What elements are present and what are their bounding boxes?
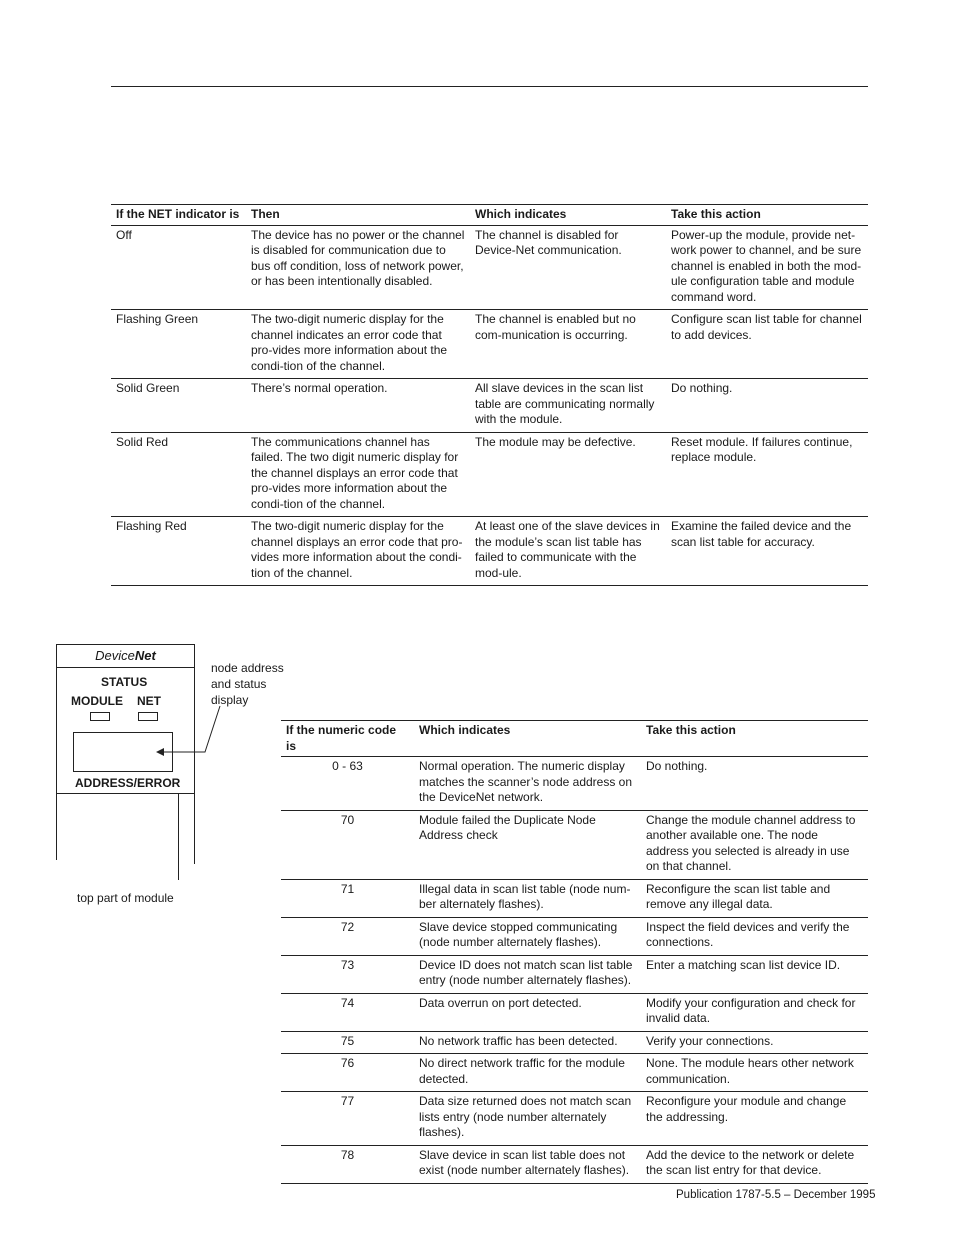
table-cell: Modify your configuration and check for invalid data.	[646, 995, 856, 1025]
devicenet-title	[56, 644, 195, 668]
table-header-row	[111, 205, 868, 226]
module-status-led	[90, 712, 110, 721]
column-header: Which indicates	[475, 207, 567, 221]
table-cell: No network traffic has been detected.	[419, 1033, 618, 1048]
column-header: If the NET indicator is	[116, 207, 240, 221]
code-cell: 74	[340, 995, 355, 1010]
code-cell: 70	[340, 812, 355, 827]
table-cell: Add the device to the network or delete the scan list entry for that device.	[646, 1147, 855, 1177]
table-row	[111, 379, 868, 433]
figure-caption: top part of module	[77, 891, 174, 905]
table-cell: There’s normal operation.	[251, 381, 388, 395]
numeric-code-table	[281, 720, 868, 1184]
table-cell: Reset module. If failures continue, replace module.	[671, 434, 853, 464]
code-cell: 76	[340, 1056, 355, 1070]
table-row	[111, 517, 868, 586]
module-edge-line	[56, 794, 57, 860]
table-cell: The device has no power or the channel is disabled for communication due to bus off condition, loss of network power, or has been intentionally disabled.	[251, 227, 465, 288]
table-row	[111, 432, 868, 517]
status-label: STATUS	[101, 675, 148, 689]
table-cell: Inspect the field devices and verify the connections.	[646, 919, 850, 949]
column-header: If the numeric code is	[286, 723, 397, 753]
code-cell: 73	[340, 957, 355, 972]
table-row	[281, 993, 868, 1031]
table-cell: Verify your connections.	[646, 1033, 774, 1048]
table-cell: The communications channel has failed. The two digit numeric display for the channel displays an error code that pro-vides more information about the condi-tion of the channel.	[251, 434, 459, 511]
module-edge-line	[194, 794, 195, 864]
table-row	[281, 879, 868, 917]
table-cell: Do nothing.	[671, 381, 733, 395]
table-cell: At least one of the slave devices in the module’s scan list table has failed to communicate with the mod-ule.	[475, 519, 660, 580]
code-cell: 75	[340, 1033, 355, 1048]
table-cell: None. The module hears other network communication.	[646, 1056, 854, 1086]
table-cell: Normal operation. The numeric display matches the scanner’s node address on the DeviceNet network.	[419, 759, 633, 804]
table-header-row	[281, 721, 868, 757]
top-rule	[111, 86, 868, 87]
column-header: Take this action	[646, 723, 736, 737]
column-header: Then	[251, 207, 280, 221]
publication-footer: Publication 1787-5.5 – December 1995	[676, 1189, 876, 1201]
table-cell: Flashing Red	[116, 519, 187, 533]
table-cell: Enter a matching scan list device ID.	[646, 957, 841, 972]
table-cell: All slave devices in the scan list table are communicating normally with the module.	[475, 381, 655, 426]
table-cell: The module may be defective.	[475, 434, 636, 449]
code-cell: 71	[340, 881, 355, 896]
table-cell: Data overrun on port detected.	[419, 995, 582, 1010]
table-cell: The two-digit numeric display for the channel displays an error code that pro-vides more information about the condi-tion of the channel.	[251, 519, 463, 580]
table-cell: Examine the failed device and the scan list table for accuracy.	[671, 519, 852, 549]
table-row	[281, 1092, 868, 1146]
column-header: Which indicates	[419, 723, 511, 737]
table-cell: Illegal data in scan list table (node num-ber alternately flashes).	[419, 881, 631, 911]
table-cell: Reconfigure the scan list table and remove any illegal data.	[646, 881, 831, 911]
table-cell: Slave device in scan list table does not exist (node number alternately flashes).	[419, 1147, 630, 1177]
callout-line: and status	[211, 677, 267, 691]
devicenet-title-bold: Net	[134, 648, 156, 663]
table-cell: No direct network traffic for the module detected.	[419, 1056, 625, 1086]
table-cell: The channel is enabled but no com-munication is occurring.	[475, 312, 636, 342]
table-row	[281, 1031, 868, 1054]
callout-text	[211, 660, 284, 708]
table-row	[281, 917, 868, 955]
table-cell: Module failed the Duplicate Node Address check	[419, 812, 596, 842]
table-row	[281, 1145, 868, 1183]
table-cell: Do nothing.	[646, 759, 708, 773]
table-cell: Data size returned does not match scan lists entry (node number alternately flashes).	[419, 1094, 632, 1139]
table-cell: Off	[116, 227, 132, 242]
net-led-label: NET	[137, 694, 161, 708]
table-cell: Reconfigure your module and change the addressing.	[646, 1094, 847, 1124]
address-error-display	[73, 732, 173, 772]
table-cell: Slave device stopped communicating (node number alternately flashes).	[419, 919, 618, 949]
table-cell: The channel is disabled for Device-Net communication.	[475, 227, 622, 257]
address-error-label: ADDRESS/ERROR	[75, 776, 181, 790]
table-cell: Device ID does not match scan list table entry (node number alternately flashes).	[419, 957, 633, 987]
column-header: Take this action	[671, 207, 761, 221]
code-cell: 72	[340, 919, 355, 934]
code-cell: 78	[340, 1147, 355, 1162]
table-cell: Change the module channel address to another available one. The node address you selected is already in use on that channel.	[646, 812, 856, 873]
net-indicator-table	[111, 204, 868, 586]
table-row	[111, 310, 868, 379]
table-row	[281, 810, 868, 879]
table-row	[281, 757, 868, 811]
callout-line: node address	[211, 661, 284, 675]
table-row	[281, 1054, 868, 1092]
table-cell: Power-up the module, provide net-work power to channel, and be sure channel is enabled in both the mod-ule configuration table and module command word.	[671, 227, 862, 304]
code-cell: 0 - 63	[332, 759, 363, 773]
devicenet-title-italic: Device	[95, 648, 135, 663]
table-cell: Configure scan list table for channel to add devices.	[671, 312, 862, 342]
table-row	[281, 955, 868, 993]
net-status-led	[138, 712, 158, 721]
table-cell: The two-digit numeric display for the channel indicates an error code that pro-vides more information about the condi-tion of the channel.	[251, 312, 448, 373]
module-edge-line	[178, 794, 179, 880]
callout-line: display	[211, 693, 249, 707]
table-cell: Solid Green	[116, 381, 180, 395]
table-cell: Solid Red	[116, 434, 169, 449]
code-cell: 77	[340, 1094, 355, 1108]
module-led-label: MODULE	[71, 694, 123, 708]
table-cell: Flashing Green	[116, 312, 199, 326]
table-row	[111, 225, 868, 310]
